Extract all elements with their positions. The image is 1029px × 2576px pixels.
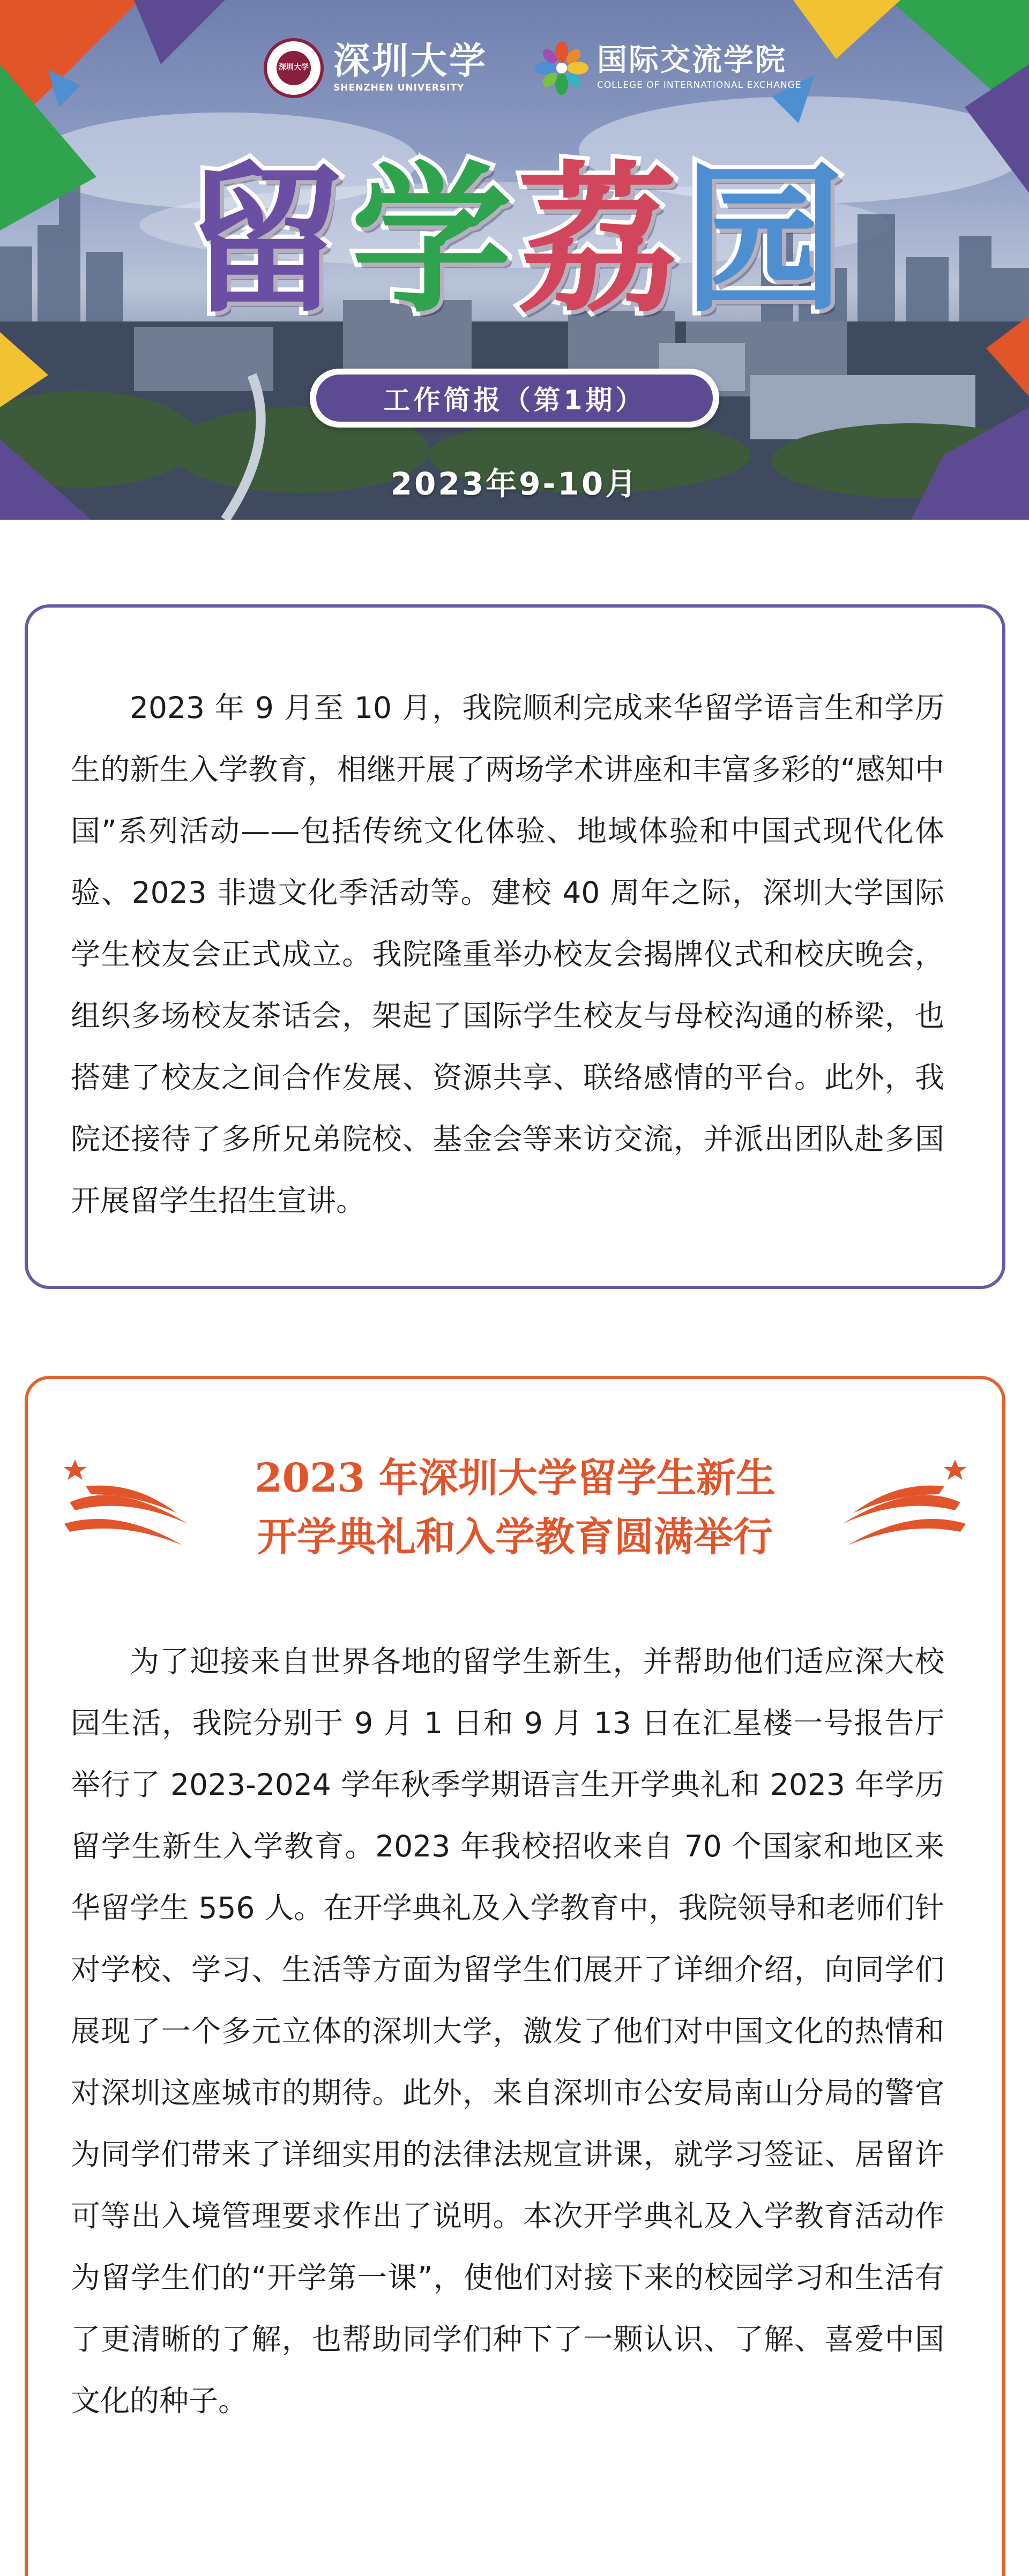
summary-card [25, 604, 1005, 1289]
issue-badge [310, 369, 719, 428]
university-name [333, 40, 488, 93]
title-characters [185, 147, 844, 334]
news-headline-line1: 2023 年深圳大学留学生新生 [255, 1455, 776, 1501]
logo-row [264, 33, 802, 103]
issue-label: 工作简报（第1期） [316, 375, 713, 422]
title-char-2: 学 [351, 147, 512, 334]
news-headline-line2: 开学典礼和入学教育圆满举行 [257, 1514, 773, 1560]
university-name-cn: 深圳大学 [333, 40, 488, 83]
college-name-cn: 国际交流学院 [597, 43, 787, 78]
university-seal-logo [264, 38, 324, 98]
title-char-1: 留 [185, 147, 346, 334]
college-name [597, 43, 802, 91]
title-char-4: 园 [683, 147, 844, 334]
seal-text: 深圳大学 [277, 51, 311, 85]
date-range: 2023年9-10月 [390, 466, 639, 502]
news-body: 为了迎接来自世界各地的留学生新生，并帮助他们适应深大校园生活，我院分别于 9 月 1 日和 9 月 13 日在汇星楼一号报告厅举行了 2023-2024 学年秋季学期语言生开学典礼和 2023 年学历留学生新生入学教育。2023 年我校招收来自 70 个国家和地区来华留学生 556 人。在开学典礼及入学教育中，我院领导和老师们针对学校、学习、生活等方面为留学生们展开了详细介绍，向同学们展现了一个多元立体的深圳大学，激发了他们对中国文化的热情和对深圳这座城市的期待。此外，来自深圳市公安局南山分局的警官为同学们带来了详细实用的法律法规宣讲课，就学习签证、居留许可等出入境管理要求作出了说明。本次开学典礼及入学教育活动作为留学生们的“开学第一课”，使他们对接下来的校园学习和生活有了更清晰的了解，也帮助同学们种下了一颗认识、了解、喜爱中国文化的种子。 [71, 1644, 944, 2418]
news-card [25, 1376, 1005, 2576]
college-name-en: COLLEGE OF INTERNATIONAL EXCHANGE [597, 80, 802, 91]
header-banner [0, 0, 1029, 520]
college-logo [534, 40, 802, 96]
newsletter-title [185, 139, 844, 343]
title-char-3: 荔 [517, 147, 678, 334]
pinwheel-icon [534, 40, 590, 96]
university-name-en: SHENZHEN UNIVERSITY [333, 83, 465, 93]
summary-paragraph: 2023 年 9 月至 10 月，我院顺利完成来华留学语言生和学历生的新生入学教育，相继开展了两场学术讲座和丰富多彩的“感知中国”系列活动——包括传统文化体验、地域体验和中国式现代化体验、2023 非遗文化季活动等。建校 40 周年之际，深圳大学国际学生校友会正式成立。我院隆重举办校友会揭牌仪式和校庆晚会，组织多场校友茶话会，架起了国际学生校友与母校沟通的桥梁，也搭建了校友之间合作发展、资源共享、联络感情的平台。此外，我院还接待了多所兄弟院校、基金会等来访交流，并派出团队赴多国开展留学生招生宣讲。 [71, 691, 944, 1218]
fireworks-icon [837, 1443, 976, 1551]
